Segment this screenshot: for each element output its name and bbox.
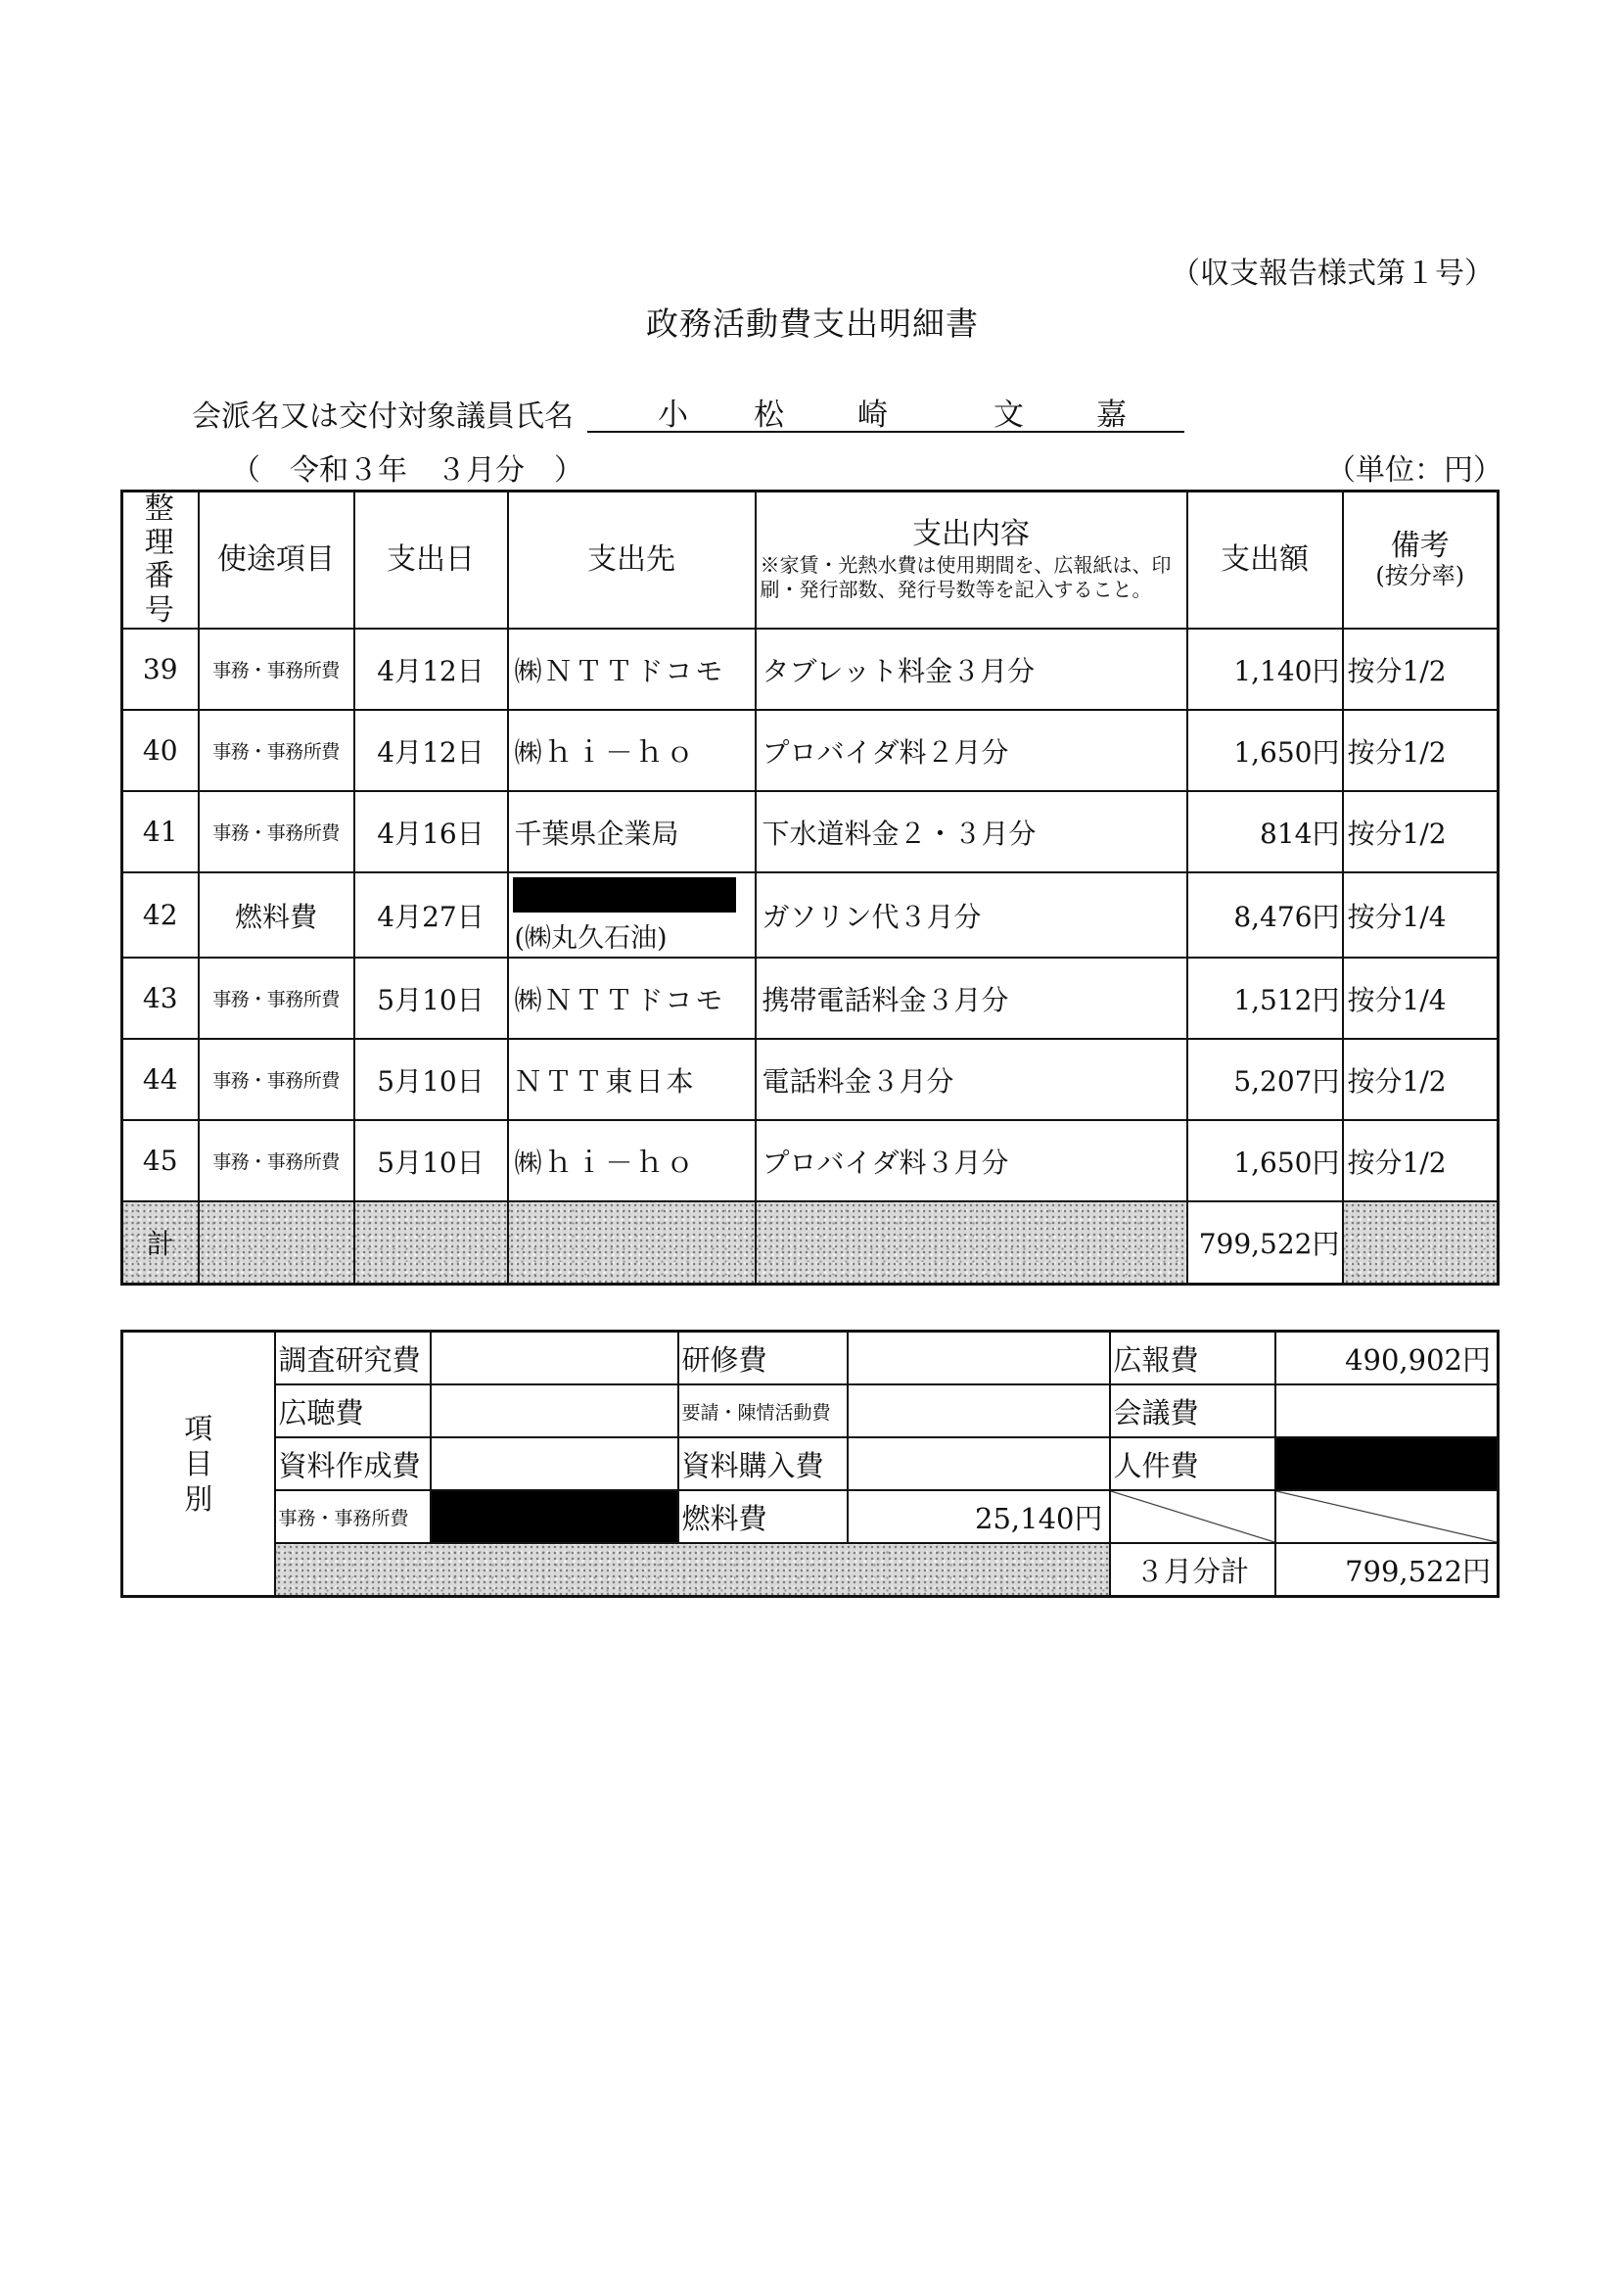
category-row (122, 1490, 1499, 1543)
row-category: 事務・事務所費 (199, 791, 354, 872)
member-label: 会派名又は交付対象議員氏名 (192, 399, 574, 434)
member-name-char: 松 (754, 398, 784, 433)
row-content: ガソリン代３月分 (756, 872, 1187, 958)
month-total-label: ３月分計 (1110, 1543, 1275, 1597)
shaded-cell (1343, 1201, 1499, 1285)
row-note: 按分1/2 (1343, 1120, 1499, 1201)
row-content: プロバイダ料３月分 (756, 1120, 1187, 1201)
row-content: 下水道料金２・３月分 (756, 791, 1187, 872)
training-label: 研修費 (678, 1332, 848, 1385)
table-row (122, 629, 1499, 710)
row-amount: 5,207円 (1187, 1039, 1343, 1120)
row-note: 按分1/2 (1343, 1039, 1499, 1120)
header-note (1343, 492, 1499, 630)
meeting-value (1275, 1384, 1499, 1437)
row-payee: ㈱ＮＴＴドコモ (508, 629, 756, 710)
member-name (587, 390, 1184, 433)
row-note: 按分1/2 (1343, 791, 1499, 872)
row-content: タブレット料金３月分 (756, 629, 1187, 710)
shaded-cell (275, 1543, 1110, 1597)
table-row (122, 958, 1499, 1039)
side-char: 目 (184, 1446, 213, 1480)
slashed-cell (1110, 1490, 1275, 1543)
header-note-sub: (按分率) (1375, 562, 1465, 590)
category-row (122, 1384, 1499, 1437)
hearing-value (431, 1384, 678, 1437)
header-note-title: 備考 (1390, 528, 1450, 563)
period: （ 令和３年 ３月分 ） (231, 453, 583, 488)
member-name-char: 崎 (857, 398, 888, 433)
table-row (122, 791, 1499, 872)
row-note: 按分1/2 (1343, 629, 1499, 710)
materials-purchase-value (848, 1437, 1110, 1490)
side-char: 別 (184, 1482, 213, 1517)
row-note: 按分1/4 (1343, 872, 1499, 958)
document-title: 政務活動費支出明細書 (646, 305, 979, 343)
member-name-char: 嘉 (1096, 398, 1127, 433)
header-payee: 支出先 (508, 492, 756, 630)
shaded-cell (756, 1201, 1187, 1285)
category-summary-table (120, 1330, 1500, 1598)
row-no: 39 (122, 629, 199, 710)
personnel-label: 人件費 (1110, 1437, 1275, 1490)
office-value-redacted (431, 1490, 678, 1543)
row-content: 携帯電話料金３月分 (756, 958, 1187, 1039)
row-note: 按分1/2 (1343, 710, 1499, 791)
personnel-value-redacted (1275, 1437, 1499, 1490)
row-payee: ㈱ＮＴＴドコモ (508, 958, 756, 1039)
research-label: 調査研究費 (275, 1332, 431, 1385)
row-payee-text: (㈱丸久石油) (514, 923, 668, 954)
row-note: 按分1/4 (1343, 958, 1499, 1039)
row-category: 燃料費 (199, 872, 354, 958)
materials-creation-value (431, 1437, 678, 1490)
row-payee: ㈱ｈｉ－ｈｏ (508, 710, 756, 791)
fuel-value: 25,140円 (848, 1490, 1110, 1543)
form-number: （収支報告様式第１号） (1171, 257, 1494, 291)
fuel-label: 燃料費 (678, 1490, 848, 1543)
row-category: 事務・事務所費 (199, 629, 354, 710)
row-no: 40 (122, 710, 199, 791)
shaded-cell (508, 1201, 756, 1285)
member-name-char: 小 (658, 398, 688, 433)
row-date: 5月10日 (354, 1120, 508, 1201)
header-date: 支出日 (354, 492, 508, 630)
research-value (431, 1332, 678, 1385)
materials-purchase-label: 資料購入費 (678, 1437, 848, 1490)
total-label: 計 (122, 1201, 199, 1285)
category-row (122, 1437, 1499, 1490)
row-amount: 1,512円 (1187, 958, 1343, 1039)
row-no: 44 (122, 1039, 199, 1120)
total-row (122, 1201, 1499, 1285)
header-content-title: 支出内容 (912, 516, 1030, 551)
row-content: プロバイダ料２月分 (756, 710, 1187, 791)
expenditure-table (120, 490, 1500, 1286)
petition-label: 要請・陳情活動費 (678, 1384, 848, 1437)
row-no: 42 (122, 872, 199, 958)
category-total-row (122, 1543, 1499, 1597)
header-category: 使途項目 (199, 492, 354, 630)
header-amount: 支出額 (1187, 492, 1343, 630)
row-date: 4月12日 (354, 629, 508, 710)
table-row (122, 710, 1499, 791)
table-row (122, 872, 1499, 958)
row-content: 電話料金３月分 (756, 1039, 1187, 1120)
office-label: 事務・事務所費 (275, 1490, 431, 1543)
row-date: 5月10日 (354, 958, 508, 1039)
row-no: 43 (122, 958, 199, 1039)
hearing-label: 広聴費 (275, 1384, 431, 1437)
row-category: 事務・事務所費 (199, 710, 354, 791)
header-no: 整理番号 (122, 492, 199, 630)
row-amount: 8,476円 (1187, 872, 1343, 958)
row-date: 4月27日 (354, 872, 508, 958)
unit-label: （単位：円） (1326, 453, 1502, 488)
meeting-label: 会議費 (1110, 1384, 1275, 1437)
petition-value (848, 1384, 1110, 1437)
shaded-cell (199, 1201, 354, 1285)
row-category: 事務・事務所費 (199, 1120, 354, 1201)
header-content (756, 492, 1187, 630)
total-amount: 799,522円 (1187, 1201, 1343, 1285)
month-total-value: 799,522円 (1275, 1543, 1499, 1597)
category-row (122, 1332, 1499, 1385)
row-date: 4月16日 (354, 791, 508, 872)
row-amount: 1,650円 (1187, 1120, 1343, 1201)
row-date: 4月12日 (354, 710, 508, 791)
row-amount: 1,140円 (1187, 629, 1343, 710)
side-char: 項 (184, 1411, 213, 1445)
row-amount: 1,650円 (1187, 710, 1343, 791)
row-payee: ㈱ｈｉ－ｈｏ (508, 1120, 756, 1201)
row-date: 5月10日 (354, 1039, 508, 1120)
table-header-row (122, 492, 1499, 630)
row-category: 事務・事務所費 (199, 1039, 354, 1120)
table-row (122, 1039, 1499, 1120)
header-content-note: ※家賃・光熱水費は使用期間を、広報紙は、印刷・発行部数、発行号数等を記入すること。 (760, 553, 1172, 602)
redaction-block (513, 877, 736, 913)
member-name-char: 文 (993, 398, 1024, 433)
row-payee (508, 872, 756, 958)
materials-creation-label: 資料作成費 (275, 1437, 431, 1490)
pr-label: 広報費 (1110, 1332, 1275, 1385)
row-category: 事務・事務所費 (199, 958, 354, 1039)
row-payee: ＮＴＴ東日本 (508, 1039, 756, 1120)
category-side-label (122, 1332, 275, 1597)
row-no: 41 (122, 791, 199, 872)
row-amount: 814円 (1187, 791, 1343, 872)
row-no: 45 (122, 1120, 199, 1201)
slashed-cell (1275, 1490, 1499, 1543)
training-value (848, 1332, 1110, 1385)
row-payee: 千葉県企業局 (508, 791, 756, 872)
shaded-cell (354, 1201, 508, 1285)
table-row (122, 1120, 1499, 1201)
pr-value: 490,902円 (1275, 1332, 1499, 1385)
